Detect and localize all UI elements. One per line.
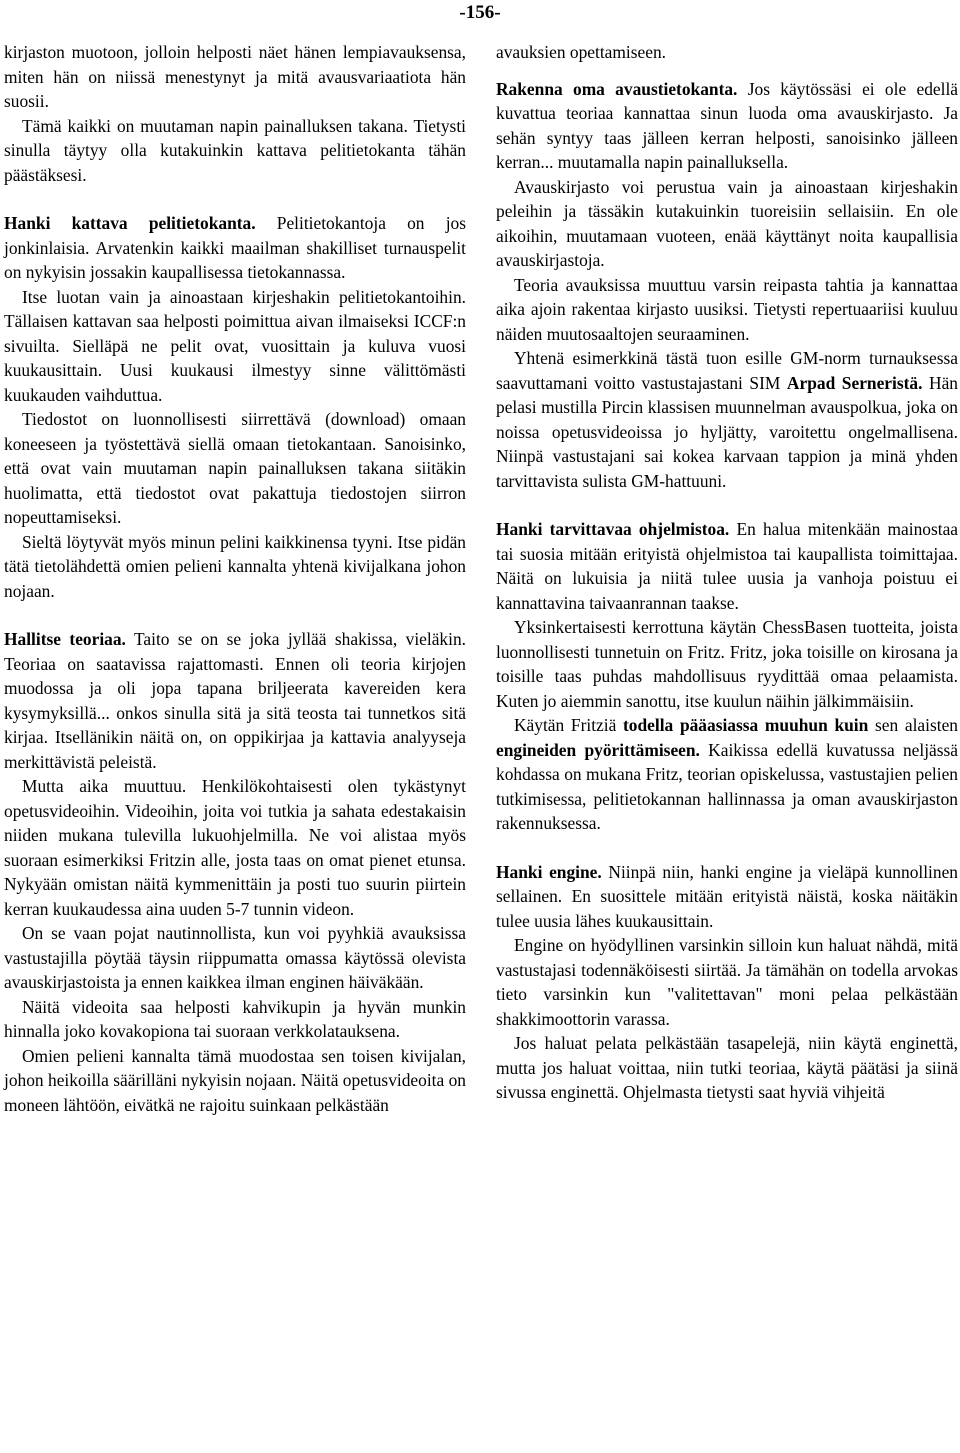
paragraph: Yksinkertaisesti kerrottuna käytän ChessBasen tuotteita, joista luonnollisesti tunnetuin on Fritz. Fritz, joka toisille on kirosana ja toisille taas puhdas mahdollisuus ryydittää omaa pelaamista. Kuten jo aiemmin sanottu, itse kuulun näihin jälkimmäisiin. — [496, 617, 958, 711]
section-paragraph: Hanki engine. Niinpä niin, hanki engine ja vieläpä kunnollinen sellainen. En suosittele mitään erityistä näistä, koska näitäkin tulee uusia lähes kuukausittain. — [496, 861, 958, 931]
page-number: -156- — [459, 2, 501, 23]
section-heading: Rakenna oma avaustietokanta. — [496, 78, 738, 99]
paragraph: Avauskirjasto voi perustua vain ja ainoastaan kirjeshakin peleihin ja tässäkin kutakuinkin tuoreisiin sellaisiin. En ole aikoihin, muutamaan vuoteen, enää käyttänyt noita kaupallisia avauskirjastoja. — [496, 176, 958, 270]
paragraph: Itse luotan vain ja ainoastaan kirjeshakin pelitietokantoihin. Tällaisen kattavan saa helposti poimittua aivan ilmaiseksi ICCF:n sivuilta. Sielläpä ne pelit ovat, vuosittain ja kuluva vuosi kuukausittain. Uusi kuukausi ilmestyy sinne välittömästi kuukauden vaihduttua. — [4, 286, 466, 405]
section-paragraph: Hallitse teoriaa. Taito se on se joka jyllää shakissa, vieläkin. Teoriaa on saatavissa rajattomasti. Ennen oli teoria kirjojen muodossa ja oli jopa tapana briljeerata kavereiden kera kysymyksillä... onkos sinulla sitä ja sitä teosta tai tunnetkos sitä kirjaa. Itsellänikin näitä on, on oppikirjaa ja kattavia analyyseja merkittävistä peleistä. — [4, 629, 466, 772]
paragraph: Sieltä löytyvät myös minun pelini kaikkinensa tyyni. Itse pidän tätä tietolähdettä omien pelieni kannalta yhtenä kivijalkana johon nojaan. — [4, 531, 466, 601]
section-paragraph: Rakenna oma avaustietokanta. Jos käytössäsi ei ole edellä kuvattua teoriaa kannattaa sinun luoda oma avauskirjasto. Ja sehän syntyy taas jälleen kerran helposti, sanoisinko jälleen kerran... muutamalla napin painalluksella. — [496, 78, 959, 172]
paragraph: Näitä videoita saa helposti kahvikupin ja hyvän munkin hinnalla joko kovakopiona tai suoraan verkkolatauksena. — [4, 996, 466, 1041]
paragraph: Engine on hyödyllinen varsinkin silloin kun haluat nähdä, mitä vastustajasi todennäköisesti siirtää. Ja tämähän on todella arvokas tieto varsinkin kun "valitettavan" moni pelaa pelkästään shakkimoottorin varassa. — [496, 935, 958, 1029]
paragraph: Mutta aika muuttuu. Henkilökohtaisesti olen tykästynyt opetusvideoihin. Videoihin, joita voi tutkia ja sahata edestakaisin niiden mukana tulevilla lukuohjelmilla. Ne voi alistaa myös suoraan esimerkiksi Fritzin alle, josta taas on omat pienet etunsa. Nykyään omistan näitä kymmenittäin ja posti tuo suurin piirtein kerran kuukaudessa aina uuden 5-7 tunnin videon. — [4, 776, 466, 919]
paragraph: Tämä kaikki on muutaman napin painalluksen takana. Tietysti sinulla täytyy olla kutakuinkin kattava pelitietokanta tähän päästäksesi. — [4, 115, 466, 185]
right-column — [496, 40, 958, 1105]
paragraph: avauksien opettamiseen. — [496, 42, 666, 62]
section-paragraph: Hanki kattava pelitietokanta. Pelitietokantoja on jos jonkinlaisia. Arvatenkin kaikki maailman shakilliset turnauspelit on nykyisin jossakin kaupallisessa tietokannassa. — [4, 213, 466, 282]
paragraph: Yhtenä esimerkkinä tästä tuon esille GM-norm turnauksessa saavuttamani voitto vastustajastani SIM Arpad Serneristä. Hän pelasi mustilla Pircin klassisen muunnelman avauspolkua, joka on noissa opetusvideoissa jo hyljätty, varoitettu ongelmallisena. Niinpä vastustajani sai kokea karvaan tappion ja minä yhden tarvittavista sulista GM-hattuuni. — [496, 348, 958, 491]
emphasis: todella pääasiassa muuhun kuin — [623, 715, 869, 735]
player-name: Arpad Serneristä. — [786, 372, 923, 393]
section-paragraph: Hanki tarvittavaa ohjelmistoa. En halua mitenkään mainostaa tai suosia mitään erityistä ohjelmistoa tai kaupallista toimittajaa. Näitä on lukuisia ja niitä tulee uusia ja vanhoja poistuu ei kannattavina taivaanrannan taakse. — [496, 519, 959, 613]
paragraph: Teoria avauksissa muuttuu varsin reipasta tahtia ja kannattaa aika ajoin rakentaa kirjasto uusiksi. Tietysti repertuaariisi kuuluu näiden muutosaaltojen seuraaminen. — [496, 274, 958, 344]
paragraph: kirjaston muotoon, jolloin helposti näet hänen lempiavauksensa, miten hän on niissä menestynyt ja mitä avausvariaatiota hän suosii. — [4, 42, 466, 111]
section-heading: Hanki kattava pelitietokanta. — [4, 213, 256, 233]
paragraph: On se vaan pojat nautinnollista, kun voi pyyhkiä avauksissa vastustajilla pöytää täysin riippumatta omassa käytössä olevista avauskirjastoista ja ennen kaikkea ilman enginen häiväkään. — [4, 923, 466, 992]
paragraph: Tiedostot on luonnollisesti siirrettävä (download) omaan koneeseen ja työstettävä siellä omaan tietokantaan. Sanoisinko, että ovat vain muutaman napin painalluksen takana siitäkin huolimatta, että tiedostot ovat pakattuja tiedostojen siirron nopeuttamiseksi. — [4, 409, 466, 527]
paragraph: Omien pelieni kannalta tämä muodostaa sen toisen kivijalan, johon heikoilla säärilläni nykyisin nojaan. Näitä opetusvideoita on moneen lähtöön, eivätkä ne rajoitu suinkaan pelkästään — [4, 1045, 466, 1115]
paragraph: Jos haluat pelata pelkästään tasapelejä, niin käytä enginettä, mutta jos haluat voittaa, niin tutki teoriaa, käytä päätäsi ja siinä sivussa enginettä. Ohjelmasta tietysti saat hyviä vihjeitä — [496, 1033, 958, 1102]
section-heading: Hanki tarvittavaa ohjelmistoa. — [496, 519, 730, 539]
emphasis: engineiden pyörittämiseen. — [496, 739, 700, 760]
left-column — [4, 40, 466, 1117]
paragraph: Käytän Fritziä todella pääasiassa muuhun kuin sen alaisten engineiden pyörittämiseen. Kaikissa edellä kuvatussa neljässä kohdassa on mukana Fritz, teorian opiskelussa, vastustajien pelien tutkimisessa, pelitietokannan hallinnassa ja oman avauskirjaston rakennuksessa. — [496, 715, 959, 833]
section-heading: Hanki engine. — [496, 861, 602, 882]
section-heading: Hallitse teoriaa. — [4, 629, 126, 649]
